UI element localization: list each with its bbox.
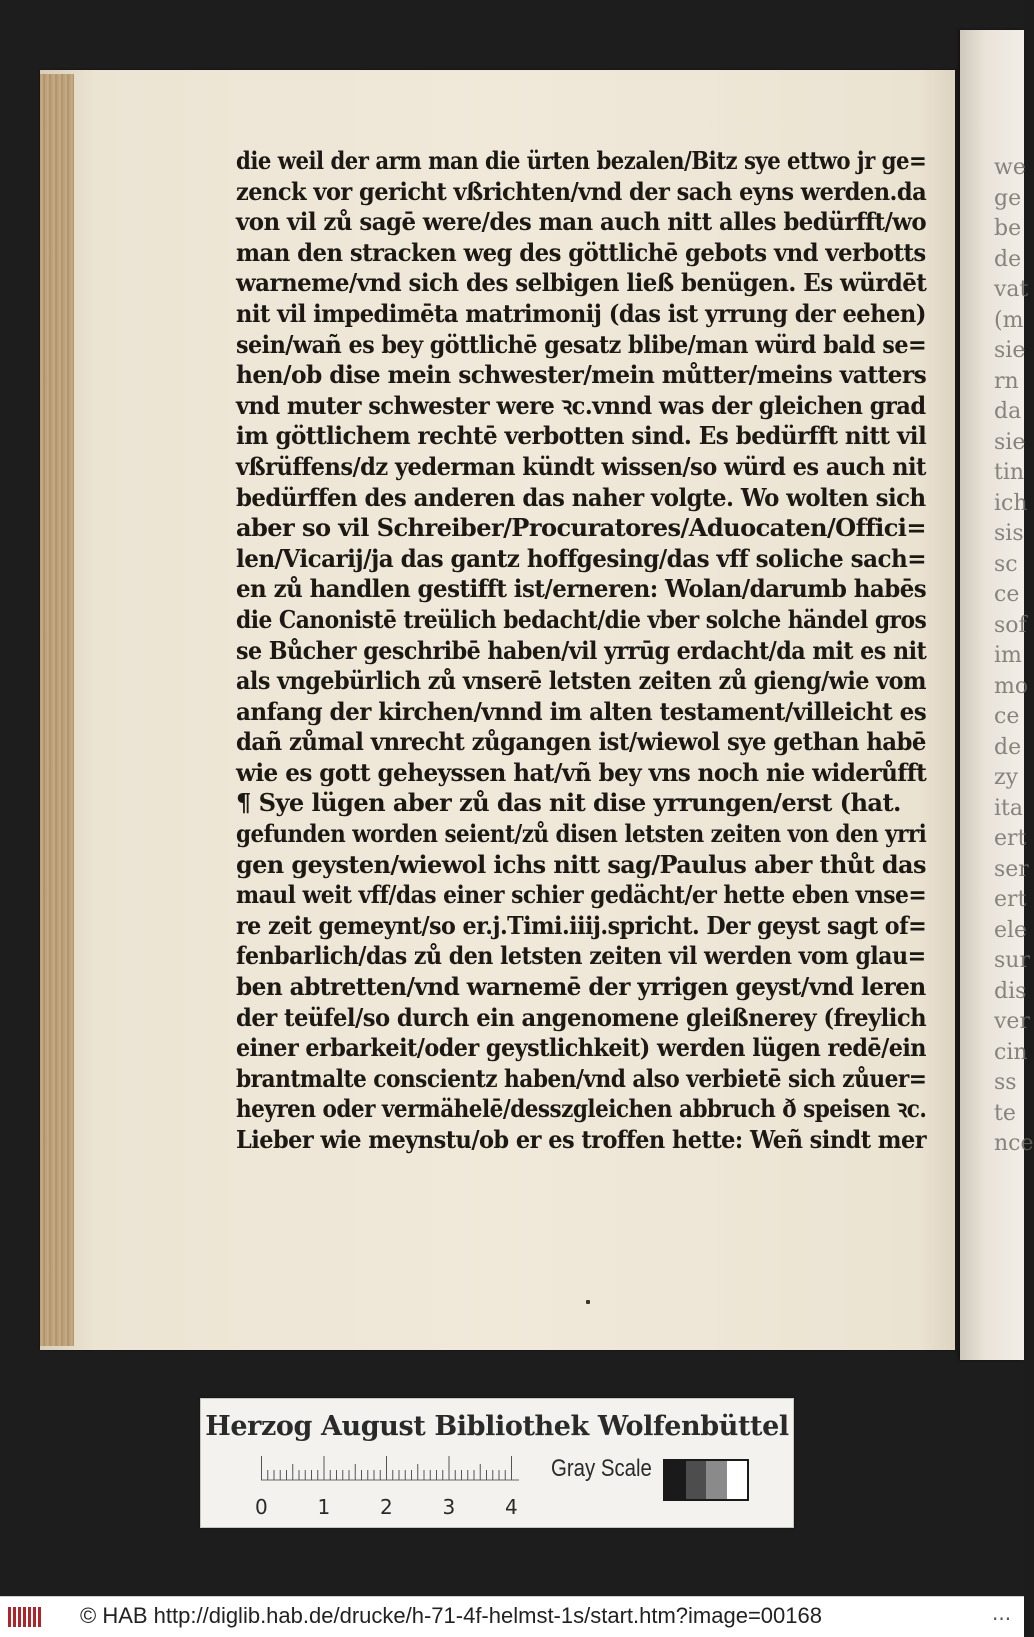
text-line: gen geysten/wiewol ichs nitt sag/Paulus aber thůt das (236, 849, 926, 879)
gray-patch (706, 1461, 727, 1499)
text-line: ben abtretten/vnd warnemē der yrrigen geyst/vnd leren (236, 972, 926, 1002)
text-line: im göttlichem rechtē verbotten sind. Es bedürfft nitt vil (236, 421, 927, 451)
page-mark (586, 1300, 590, 1304)
gray-scale-label: Gray Scale (551, 1455, 652, 1482)
text-line: re zeit gemeynt/so er.j.Timi.iiij.spricht. Der geyst sagt of= (236, 910, 927, 940)
text-line: zenck vor gericht vßrichten/vnd der sach eyns werden.da (236, 176, 927, 206)
text-line: fenbarlich/das zů den letsten zeiten vil werden vom glau= (236, 941, 926, 971)
text-line: sein/wañ es bey göttlichē gesatz blibe/man würd bald se= (236, 329, 927, 359)
facing-text-fragment: be (994, 216, 1022, 241)
facing-text-fragment: sof (994, 612, 1027, 638)
ruler-number: 0 (255, 1495, 268, 1519)
facing-text-fragment: sie (994, 429, 1026, 455)
facing-text-fragment: vat (994, 277, 1029, 302)
footer-bar (0, 1596, 1024, 1637)
text-line: en zů handlen gestifft ist/erneren: Wolan/darumb habēs (236, 574, 927, 604)
text-line: einer erbarkeit/oder geystlichkeit) werden lügen redē/ein (236, 1033, 926, 1063)
text-line: vßrüffens/dz yederman kündt wissen/so würd es auch nit (236, 451, 926, 481)
facing-text-fragment: ser (994, 856, 1029, 882)
ruler-number: 3 (442, 1495, 456, 1519)
gray-scale-patches (663, 1459, 749, 1501)
text-line: Lieber wie meynstu/ob er es troffen hette: Weñ sindt mer (236, 1125, 927, 1154)
hab-logo-icon (6, 1603, 46, 1631)
text-line: se Bůcher geschribē haben/vil yrrūg erdacht/da mit es nit (236, 635, 927, 665)
target-title: Herzog August Bibliothek Wolfenbüttel (205, 1411, 789, 1442)
text-line: bedürffen des anderen das naher volgte. Wo wolten sich (236, 482, 926, 512)
ruler-number: 4 (505, 1495, 518, 1519)
facing-text-fragment: ert (994, 826, 1027, 851)
facing-text-fragment: ich (994, 490, 1028, 516)
text-line: man den stracken weg des göttlichē gebots vnd verbotts (236, 237, 926, 267)
facing-text-fragment: de (994, 246, 1022, 272)
text-line: gefunden worden seient/zů disen letsten zeiten von den yrri (236, 819, 927, 849)
text-line: brantmalte conscientz haben/vnd also verbietē sich zůuer= (236, 1063, 927, 1093)
facing-text-fragment: da (994, 399, 1022, 424)
text-line: dañ zůmal vnrecht zůgangen ist/wiewol sye gethan habē (236, 727, 926, 757)
facing-text-fragment: rn (994, 368, 1019, 394)
text-line: als vngebürlich zů vnserē letsten zeiten zů gieng/wie vom (236, 666, 927, 696)
facing-page (960, 30, 1034, 1360)
facing-text-fragment: de (994, 734, 1022, 760)
text-line: nit vil impedimēta matrimonij (das ist yrrung der eehen) (236, 298, 926, 328)
text-line: warneme/vnd sich des selbigen ließ benügen. Es würdēt (236, 268, 927, 298)
facing-text-fragment: ita (994, 795, 1023, 821)
text-line: ¶ Sye lügen aber zů das nit dise yrrungen/erst (hat. (236, 788, 901, 818)
text-line: die weil der arm man die ürten bezalen/Bitz sye ettwo jr ge= (236, 146, 927, 175)
ruler-number: 2 (380, 1495, 393, 1519)
gray-patch (665, 1461, 686, 1499)
text-line: hen/ob dise mein schwester/mein můtter/meins vatters (236, 360, 927, 390)
facing-text-fragment: sie (994, 338, 1026, 363)
facing-text-fragment: im (994, 643, 1022, 668)
facing-text-fragment: ert (994, 887, 1027, 912)
text-line: vnd muter schwester were ꝛc.vnnd was der gleichen grad (236, 390, 926, 420)
color-target-card (200, 1398, 794, 1528)
facing-text-fragment: cin (994, 1039, 1028, 1065)
facing-text-fragment: ge (994, 185, 1022, 211)
text-line: maul weit vff/das einer schier gedächt/er hette eben vnse= (236, 880, 927, 910)
text-line: wie es gott geheyssen hat/vñ bey vns noch nie widerůfft (236, 757, 927, 787)
facing-text-fragment: mo (994, 673, 1029, 699)
facing-text-fragment: sc (994, 551, 1018, 577)
facing-text-fragment: tin (994, 460, 1025, 485)
facing-text-fragment: dis (994, 978, 1027, 1004)
page-text-block (236, 146, 936, 1156)
gray-patch (686, 1461, 707, 1499)
facing-text-fragment: ce (994, 582, 1020, 607)
facing-text-fragment: sis (994, 521, 1024, 546)
facing-text-fragment: sur (994, 948, 1030, 973)
text-line: heyren oder vermähelē/desszgleichen abbruch ð speisen ꝛc. (236, 1094, 927, 1124)
facing-text-fragment: we (994, 155, 1026, 180)
text-line: anfang der kirchen/vnnd im alten testament/villeicht es (236, 696, 927, 726)
facing-text-fragment: te (994, 1100, 1016, 1126)
facing-text-fragment: ce (994, 704, 1020, 729)
text-line: der teüfel/so durch ein angenomene gleißnerey (freylich (236, 1002, 927, 1032)
facing-text-fragment: ss (994, 1070, 1017, 1095)
facing-text-fragment: nce (994, 1131, 1034, 1156)
footer-credit-link[interactable]: © HAB http://diglib.hab.de/drucke/h-71-4f-helmst-1s/start.htm?image=00168 (80, 1603, 822, 1628)
facing-text-fragment: ele (994, 917, 1028, 943)
text-line: von vil zů sagē were/des man auch nitt alles bedürfft/wo (236, 207, 927, 237)
ruler-number: 1 (317, 1495, 331, 1519)
facing-text-fragment: zy (994, 765, 1019, 790)
text-line: aber so vil Schreiber/Procuratores/Aduocaten/Offici= (236, 513, 926, 543)
more-menu-button[interactable]: ... (992, 1601, 1012, 1625)
ruler (261, 1455, 531, 1481)
text-line: len/Vicarij/ja das gantz hoffgesing/das vff soliche sach= (236, 543, 926, 573)
facing-page-text (960, 153, 1034, 1160)
page-edge (40, 74, 74, 1346)
facing-text-fragment: (m (994, 307, 1024, 333)
facing-text-fragment: ver (994, 1009, 1030, 1034)
gray-patch (727, 1461, 748, 1499)
text-line: die Canonistē treülich bedacht/die vber solche händel gros (236, 604, 927, 634)
